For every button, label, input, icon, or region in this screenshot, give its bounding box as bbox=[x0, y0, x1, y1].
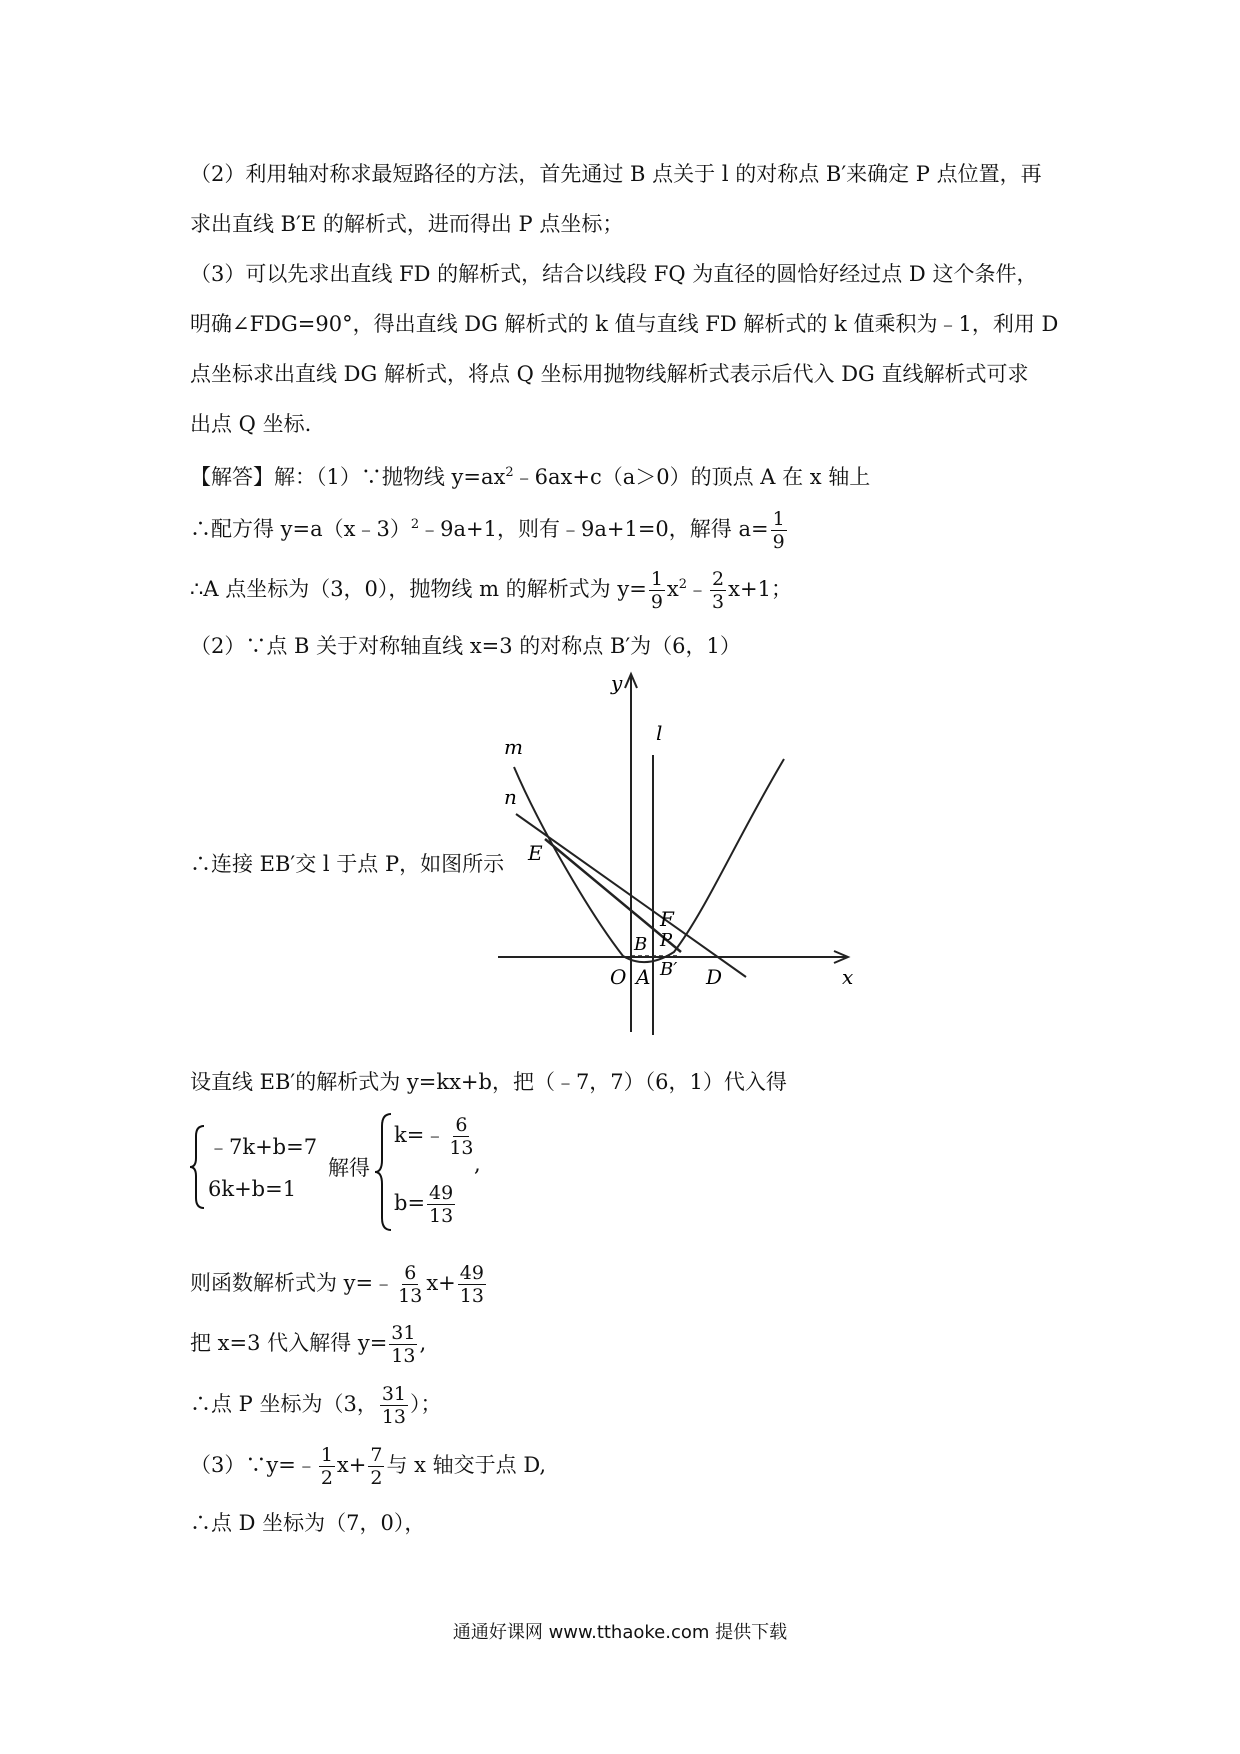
label-E: E bbox=[528, 841, 543, 865]
equation-system: ﹣7k+b=7 6k+b=1 解得 k=﹣ $\frac{6}{13}$ , b= $\frac{49}{13}$ bbox=[188, 1122, 508, 1232]
solution-line-11: ∴点 D 坐标为（7，0）， bbox=[190, 1511, 426, 1535]
label-O: O bbox=[610, 965, 627, 989]
analysis-p2-line2: 求出直线 B′E 的解析式，进而得出 P 点坐标； bbox=[190, 212, 624, 236]
label-y: y bbox=[611, 671, 623, 695]
solution-line-4: （2）∵点 B 关于对称轴直线 x=3 的对称点 B′为（6，1） bbox=[190, 634, 741, 658]
label-F: F bbox=[660, 907, 674, 931]
solution-line-5: ∴连接 EB′交 l 于点 P，如图所示 bbox=[190, 852, 505, 876]
label-x: x bbox=[842, 965, 854, 989]
footer-credit: 通通好课网 www.tthaoke.com 提供下载 bbox=[452, 1622, 788, 1643]
label-B: B bbox=[634, 934, 648, 955]
solution-line-9: ∴点 P 坐标为（3， $\frac{31}{13}$ ）； bbox=[190, 1383, 442, 1428]
analysis-p2-line1: （2）利用轴对称求最短路径的方法，首先通过 B 点关于 l 的对称点 B′来确定 P 点位置，再 bbox=[190, 162, 1042, 186]
label-A: A bbox=[636, 965, 651, 989]
label-n: n bbox=[504, 785, 517, 809]
solution-line-10: （3）∵y=﹣ $\frac{1}{2}$ x+ $\frac{7}{2}$ 与 x 轴交于点 D, bbox=[190, 1444, 547, 1489]
parabola-m bbox=[514, 759, 784, 962]
label-D: D bbox=[706, 965, 723, 989]
analysis-p3-line1: （3）可以先求出直线 FD 的解析式，结合以线段 FQ 为直径的圆恰好经过点 D 这个条件， bbox=[190, 262, 1038, 286]
left-brace-1 bbox=[188, 1122, 208, 1212]
solution-line-1: 【解答】解：（1）∵抛物线 $y=ax^2﹣6ax+c(a>0)$的顶点 A 在 x 轴上 bbox=[190, 465, 871, 489]
analysis-p3-line3: 点坐标求出直线 DG 解析式，将点 Q 坐标用抛物线解析式表示后代入 DG 直线解析式可求 bbox=[190, 362, 1029, 386]
label-P: P bbox=[660, 930, 673, 951]
label-m: m bbox=[504, 735, 523, 759]
analysis-p3-line2: 明确∠FDG=90°，得出直线 DG 解析式的 k 值与直线 FD 解析式的 k 值乘积为﹣1，利用 D bbox=[190, 312, 1059, 336]
solution-line-7: 则函数解析式为 y=﹣ $\frac{6}{13}$ x+ $\frac{49}{13}$ bbox=[190, 1262, 484, 1307]
fraction-1-9: $\frac{1}{9}$ bbox=[772, 508, 785, 553]
label-l: l bbox=[656, 721, 663, 745]
solution-line-2: ∴配方得 y=a（x﹣3）$^2$﹣9a+1，则有﹣9a+1=0，解得 a= $\frac{1}{9}$ bbox=[190, 508, 785, 553]
solution-line-3: ∴A 点坐标为（3，0），抛物线 m 的解析式为 y= $\frac{1}{9}$ $x^2﹣$ $\frac{2}{3}$ x+1； bbox=[190, 568, 792, 613]
label-Bp: B′ bbox=[660, 959, 678, 980]
analysis-p3-line4: 出点 Q 坐标. bbox=[190, 412, 312, 436]
solution-line-6: 设直线 EB′的解析式为 y=kx+b，把（﹣7，7）（6，1）代入得 bbox=[190, 1070, 787, 1094]
parabola-figure bbox=[496, 670, 856, 1040]
solution-line-8: 把 x=3 代入解得 y= $\frac{31}{13}$ , bbox=[190, 1322, 427, 1367]
left-brace-2 bbox=[373, 1110, 395, 1234]
